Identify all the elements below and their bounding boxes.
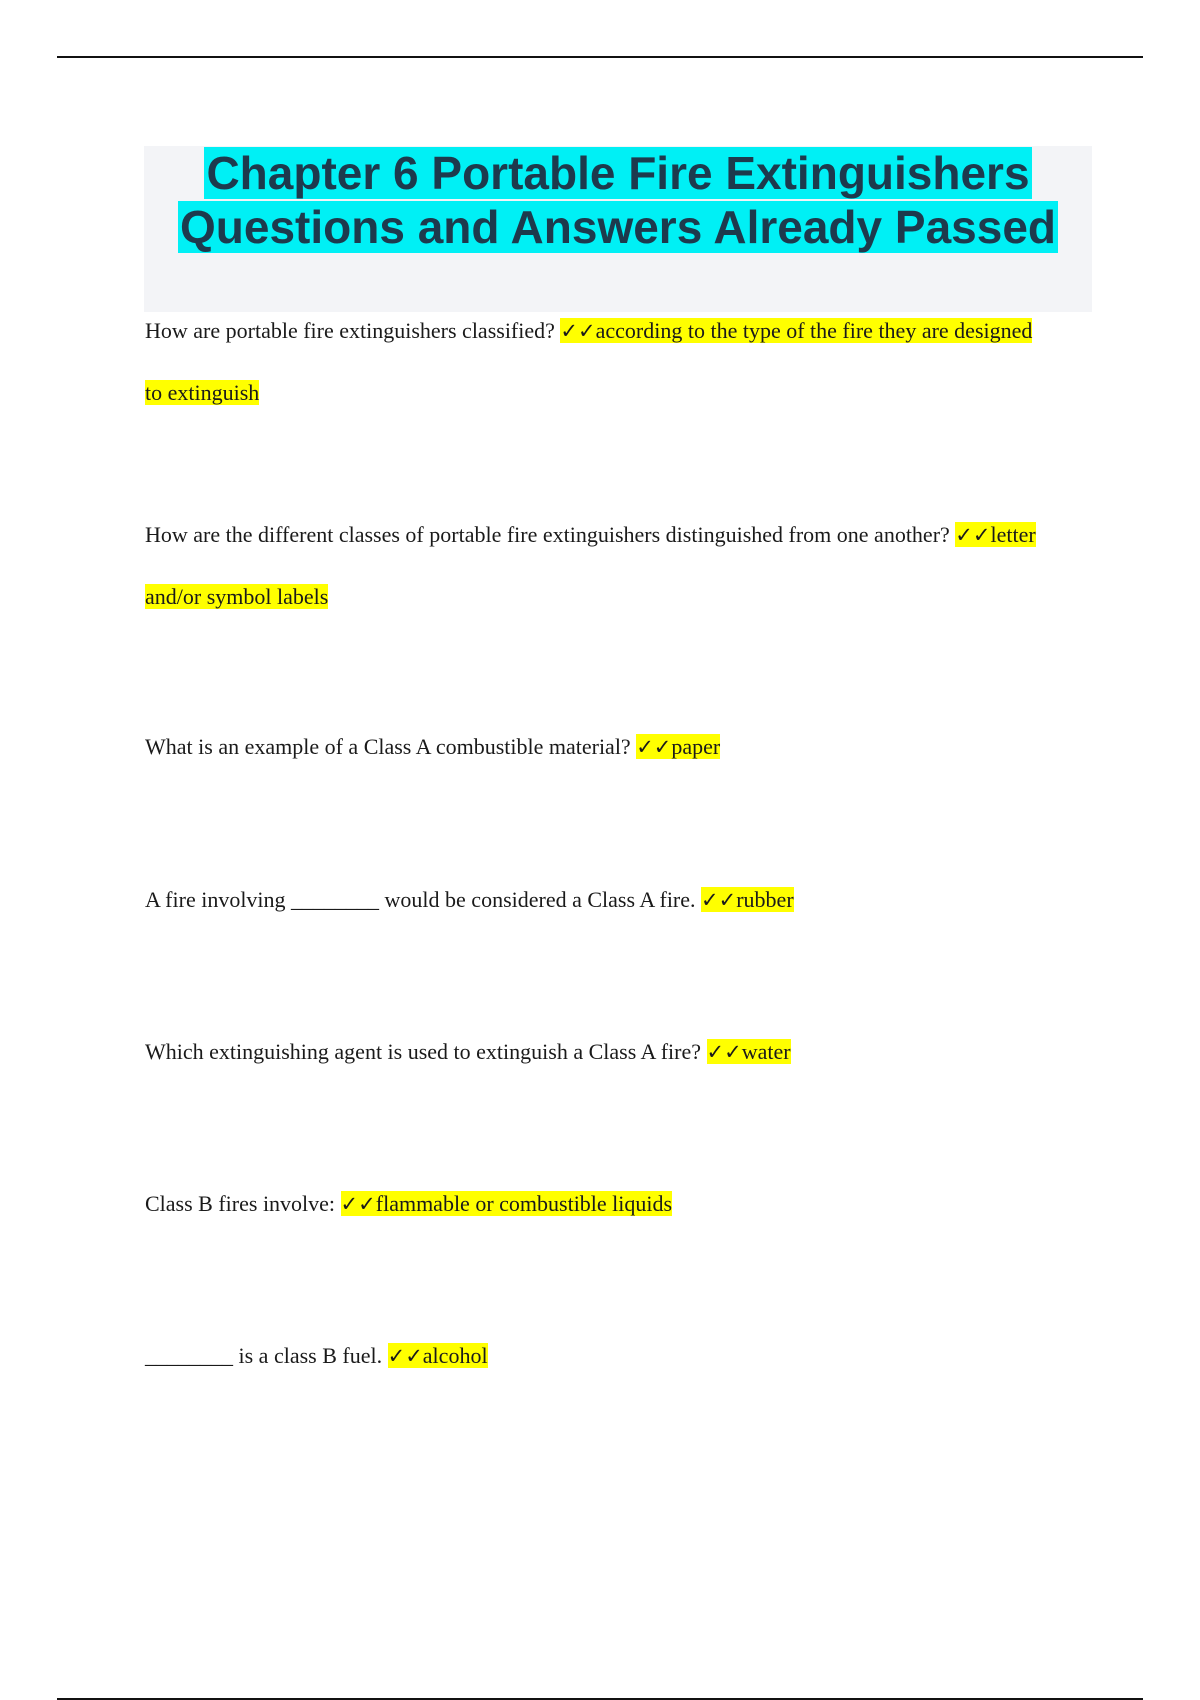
answer-text: alcohol [422,1343,488,1368]
answer-text: water [741,1039,791,1064]
qa-item [145,1021,1045,1083]
answer-highlight [701,887,794,912]
answer-text: flammable or combustible liquids [375,1191,673,1216]
qa-item [145,300,1045,423]
question-text: What is an example of a Class A combustible material? [145,734,637,759]
answer-highlight [707,1039,791,1064]
title-line-1: Chapter 6 Portable Fire Extinguishers [206,147,1030,199]
qa-item [145,869,1045,931]
answer-text: letter and/or symbol labels [145,522,1036,609]
double-check-icon: ✓✓ [955,523,991,547]
qa-item [145,1325,1045,1387]
question-text: ________ is a class B fuel. [145,1343,388,1368]
answer-text: according to the type of the fire they are designed to extinguish [145,318,1033,405]
double-check-icon: ✓✓ [636,735,672,759]
double-check-icon: ✓✓ [340,1192,376,1216]
title-line-2: Questions and Answers Already Passed [179,201,1057,253]
double-check-icon: ✓✓ [560,319,596,343]
question-text: A fire involving ________ would be considered a Class A fire. [145,887,702,912]
qa-item [145,1173,1045,1235]
double-check-icon: ✓✓ [706,1040,742,1064]
answer-highlight [636,734,720,759]
answer-text: rubber [736,887,794,912]
page-title [144,146,1092,254]
double-check-icon: ✓✓ [387,1344,423,1368]
qa-item [145,716,1045,778]
answer-highlight [388,1343,488,1368]
question-text: How are the different classes of portable fire extinguishers distinguished from one another? [145,522,956,547]
answer-highlight [341,1191,673,1216]
answer-text: paper [671,734,721,759]
question-text: Class B fires involve: [145,1191,341,1216]
question-text: Which extinguishing agent is used to extinguish a Class A fire? [145,1039,707,1064]
double-check-icon: ✓✓ [701,888,737,912]
top-rule [57,56,1143,58]
qa-item [145,504,1045,627]
question-text: How are portable fire extinguishers classified? [145,318,561,343]
